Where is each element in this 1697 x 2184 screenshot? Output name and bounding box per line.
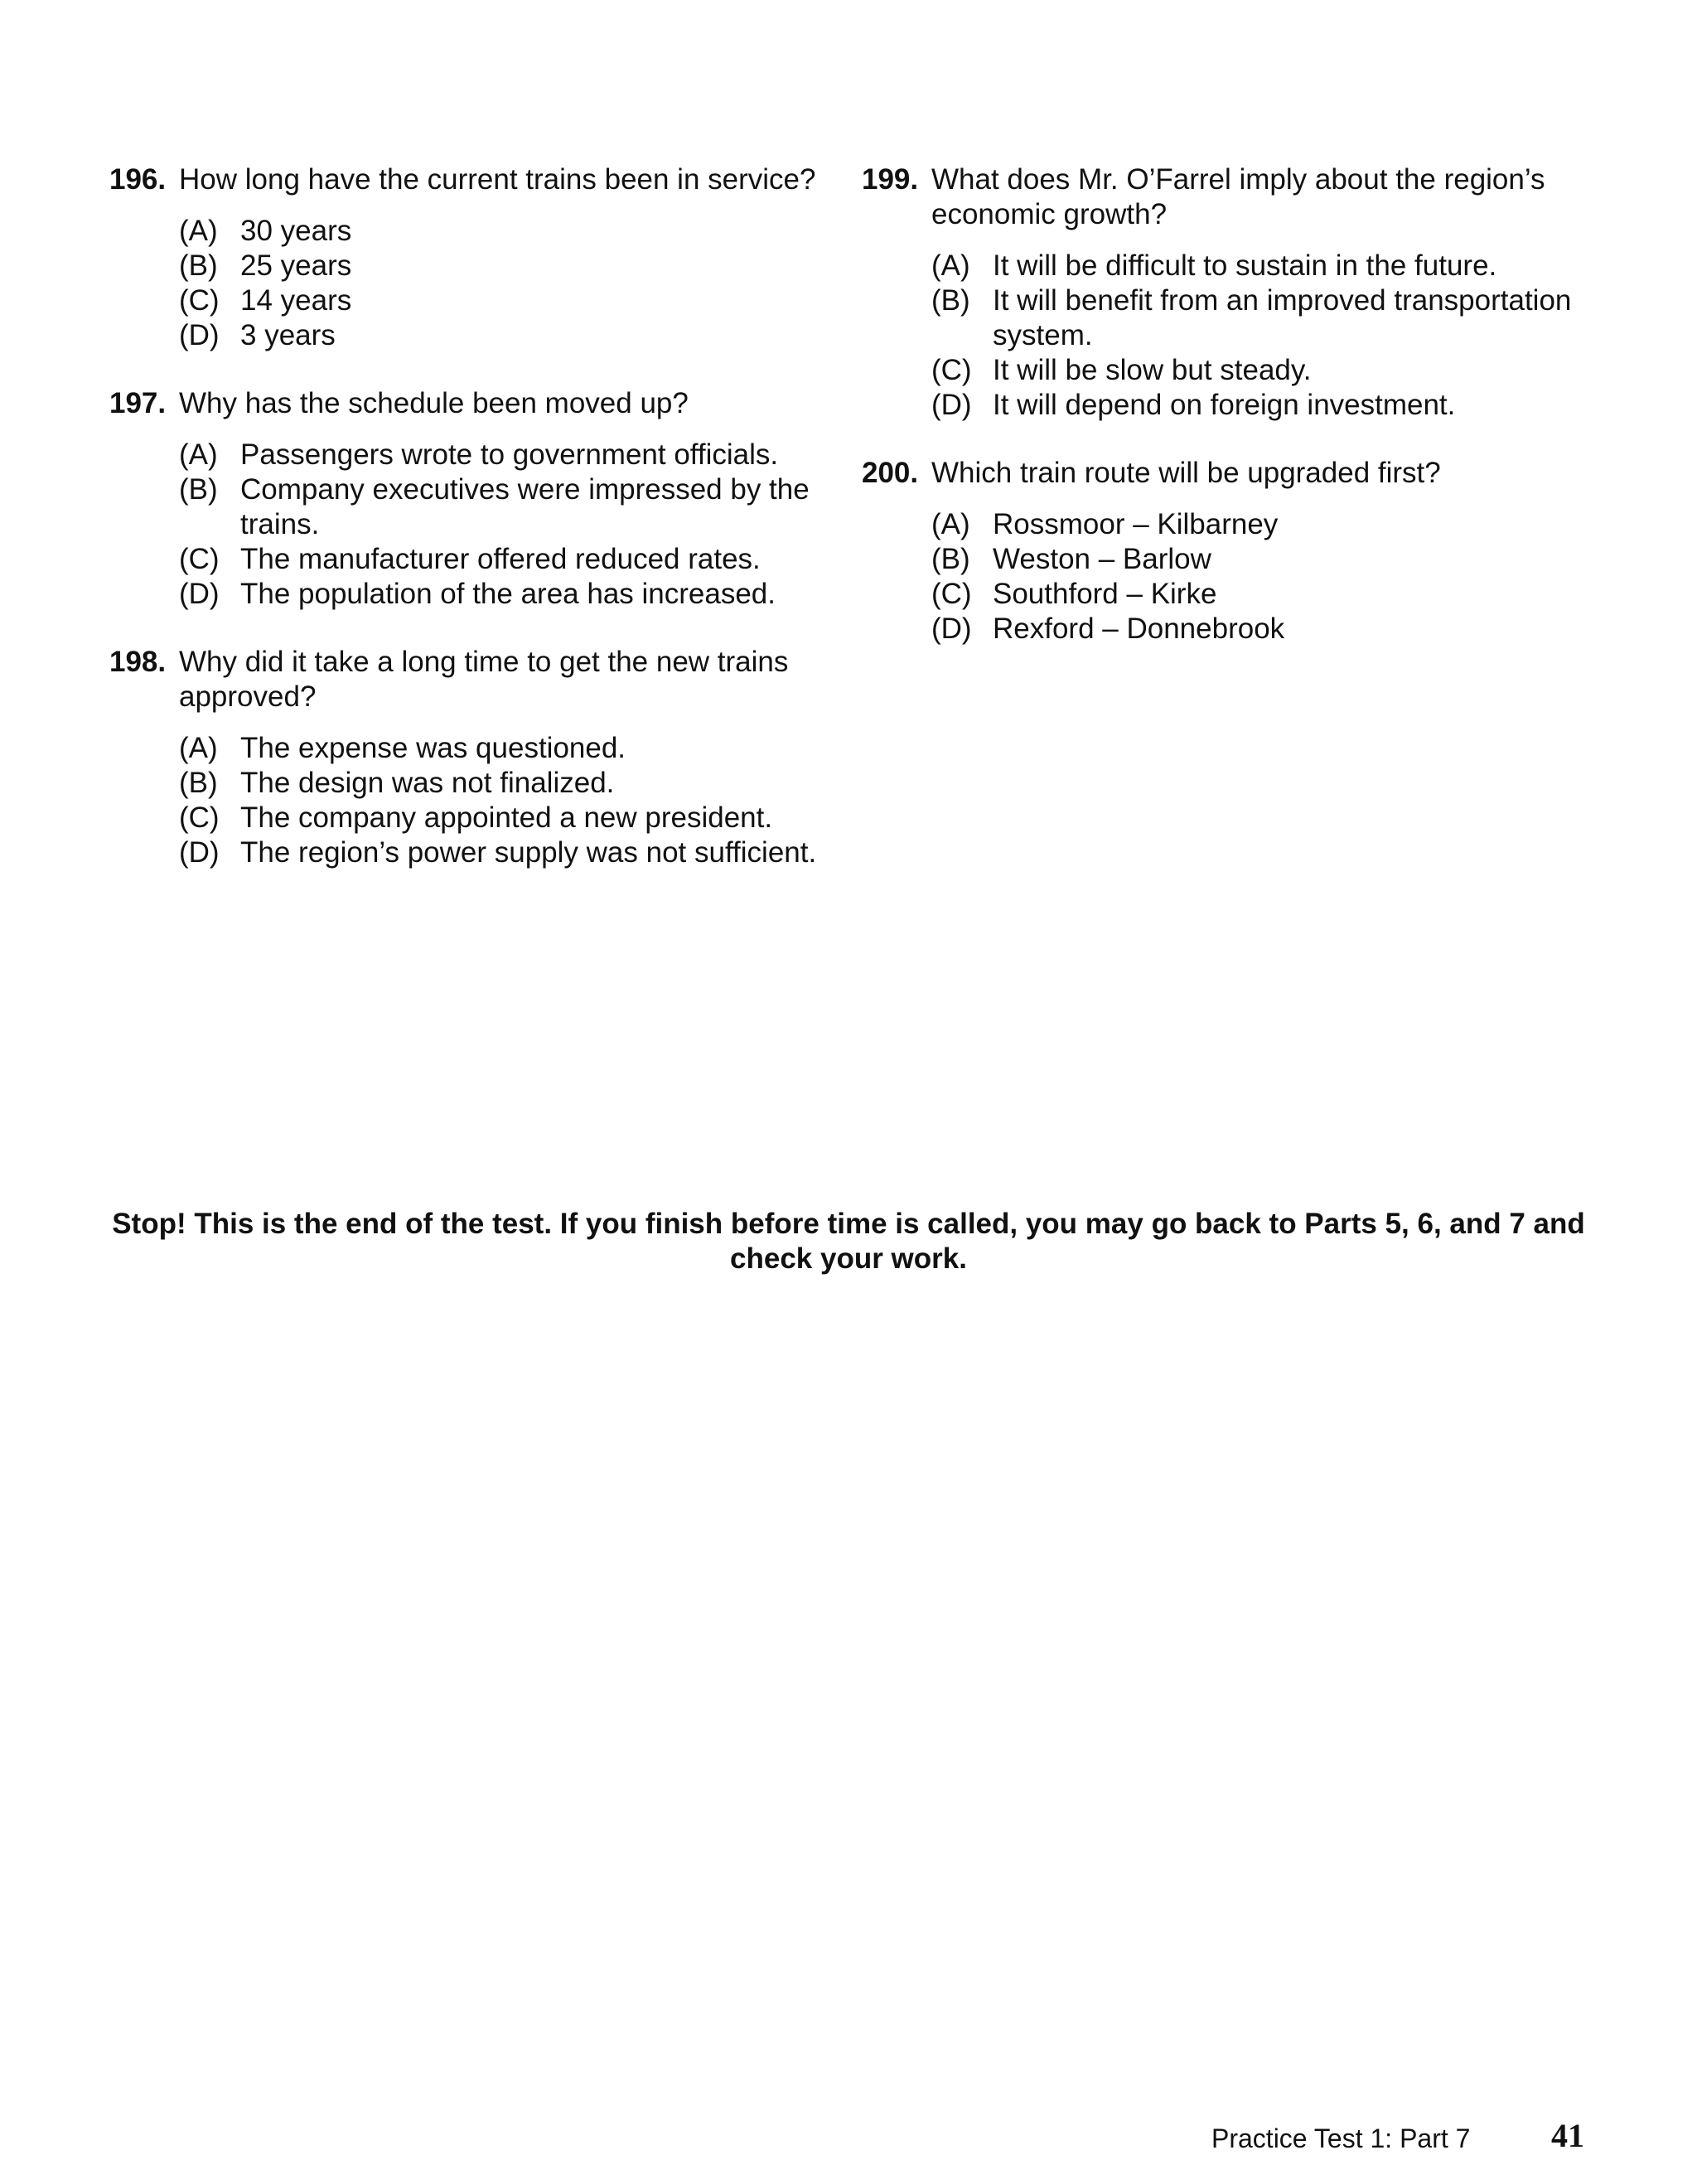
option-letter: (D) <box>931 613 972 645</box>
answer-option <box>931 577 1608 612</box>
option-letter: (D) <box>179 319 220 351</box>
question-200 <box>862 456 1608 646</box>
answer-option <box>931 612 1608 646</box>
answer-option <box>179 283 839 318</box>
question-number: 197. <box>109 387 167 419</box>
option-letter: (C) <box>179 543 220 575</box>
question-text: What does Mr. O’Farrel imply about the region’s economic growth? <box>931 163 1545 230</box>
option-letter: (B) <box>179 249 218 282</box>
option-text: The population of the area has increased. <box>240 578 776 610</box>
option-text: The region’s power supply was not sufficient. <box>240 836 817 869</box>
answer-options <box>931 507 1608 646</box>
option-text: It will benefit from an improved transportation system. <box>993 284 1572 351</box>
question-number: 200. <box>862 457 919 489</box>
answer-option <box>179 249 839 283</box>
option-letter: (D) <box>931 389 972 421</box>
option-text: The company appointed a new president. <box>240 801 773 834</box>
option-letter: (B) <box>179 767 218 799</box>
footer-section-label: Practice Test 1: Part 7 <box>1211 2123 1471 2153</box>
answer-option <box>179 438 839 472</box>
option-text: Company executives were impressed by the trains. <box>240 473 810 540</box>
answer-option <box>179 731 839 766</box>
option-text: Rexford – Donnebrook <box>993 613 1285 645</box>
answer-options <box>179 731 839 870</box>
option-letter: (B) <box>931 284 970 317</box>
question-198 <box>109 645 839 870</box>
answer-option <box>179 214 839 249</box>
answer-options <box>179 214 839 353</box>
answer-option <box>179 801 839 835</box>
answer-option <box>931 542 1608 577</box>
question-196 <box>109 162 839 353</box>
answer-option <box>931 249 1608 283</box>
answer-option <box>931 507 1608 542</box>
question-199 <box>862 162 1608 423</box>
question-text: Why has the schedule been moved up? <box>179 387 689 419</box>
question-text: How long have the current trains been in service? <box>179 163 816 196</box>
answer-option <box>179 577 839 612</box>
option-letter: (A) <box>179 732 218 764</box>
option-text: Southford – Kirke <box>993 578 1217 610</box>
question-number: 199. <box>862 163 919 196</box>
answer-option <box>179 472 839 542</box>
option-text: 25 years <box>240 249 352 282</box>
option-text: It will depend on foreign investment. <box>993 389 1456 421</box>
option-letter: (A) <box>931 249 970 282</box>
answer-option <box>179 542 839 577</box>
option-text: The manufacturer offered reduced rates. <box>240 543 761 575</box>
question-text: Which train route will be upgraded first? <box>931 457 1441 489</box>
option-text: The design was not finalized. <box>240 767 615 799</box>
question-197 <box>109 386 839 612</box>
answer-option <box>179 318 839 353</box>
option-letter: (B) <box>179 473 218 506</box>
option-letter: (D) <box>179 836 220 869</box>
option-text: Passengers wrote to government officials. <box>240 438 779 471</box>
option-letter: (C) <box>931 354 972 386</box>
answer-option <box>931 388 1608 423</box>
answer-option <box>179 766 839 801</box>
question-number: 198. <box>109 646 167 678</box>
answer-option <box>931 283 1608 353</box>
option-text: The expense was questioned. <box>240 732 626 764</box>
option-letter: (C) <box>179 801 220 834</box>
right-column <box>862 162 1608 680</box>
option-text: 30 years <box>240 215 352 247</box>
option-letter: (B) <box>931 543 970 575</box>
option-letter: (C) <box>931 578 972 610</box>
option-text: 3 years <box>240 319 336 351</box>
option-text: It will be slow but steady. <box>993 354 1312 386</box>
answer-option <box>179 835 839 870</box>
left-column <box>109 162 839 903</box>
option-text: 14 years <box>240 284 352 317</box>
option-letter: (A) <box>179 215 218 247</box>
option-text: It will be difficult to sustain in the future. <box>993 249 1497 282</box>
option-letter: (A) <box>179 438 218 471</box>
answer-options <box>179 438 839 612</box>
page-number: 41 <box>1551 2117 1584 2154</box>
question-text: Why did it take a long time to get the new trains approved? <box>179 646 789 713</box>
option-letter: (A) <box>931 508 970 540</box>
answer-option <box>931 353 1608 388</box>
option-text: Weston – Barlow <box>993 543 1211 575</box>
option-letter: (D) <box>179 578 220 610</box>
option-text: Rossmoor – Kilbarney <box>993 508 1279 540</box>
question-number: 196. <box>109 163 167 196</box>
answer-options <box>931 249 1608 423</box>
option-letter: (C) <box>179 284 220 317</box>
stop-instruction: Stop! This is the end of the test. If you finish before time is called, you may go back to Parts 5, 6, and 7 and check your work. <box>112 1208 1585 1275</box>
